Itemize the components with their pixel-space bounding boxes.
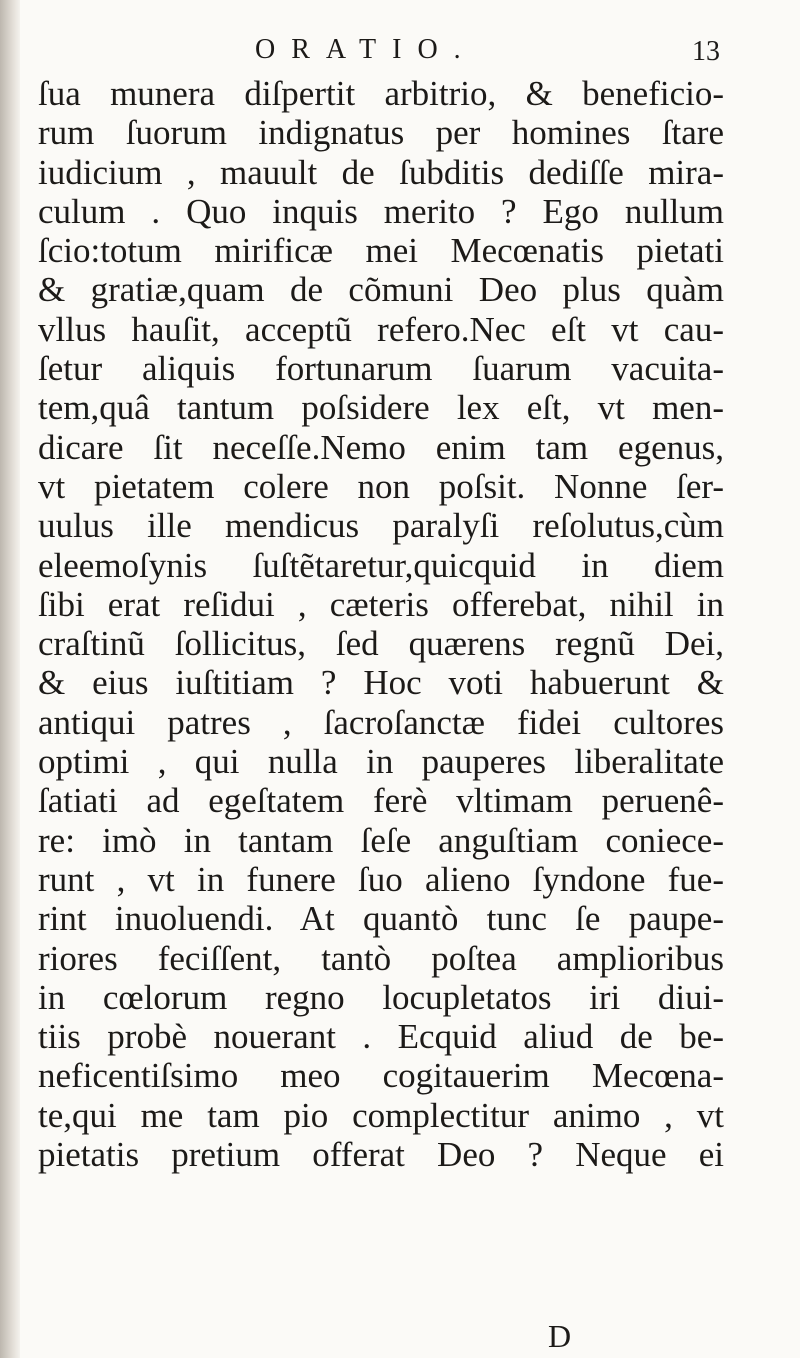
- text-line: ſcio:totum mirificæ mei Mecœnatis pietati: [38, 231, 724, 271]
- text-line: runt , vt in funere ſuo alieno ſyndone fue-: [38, 859, 724, 899]
- text-line: ſatiati ad egeſtatem ferè vltimam peruenê-: [38, 781, 724, 821]
- text-line: & gratiæ,quam de cõmuni Deo plus quàm: [38, 270, 724, 310]
- text-line: rint inuoluendi. At quantò tunc ſe paupe-: [38, 899, 724, 939]
- text-line: re: imò in tantam ſeſe anguſtiam coniece-: [38, 820, 724, 860]
- body-text: [12, 74, 792, 1174]
- text-line: craſtinũ ſollicitus, ſed quærens regnũ Dei,: [38, 624, 724, 664]
- text-line: & eius iuſtitiam ? Hoc voti habuerunt &: [38, 663, 724, 703]
- text-line: antiqui patres , ſacroſanctæ fidei cultores: [38, 702, 724, 742]
- text-line: ſua munera diſpertit arbitrio, & beneficio-: [38, 74, 724, 113]
- text-line: eleemoſynis ſuſtẽtaretur,quicquid in diem: [38, 545, 724, 585]
- text-line: dicare ſit neceſſe.Nemo enim tam egenus,: [38, 427, 724, 467]
- text-line: in cœlorum regno locupletatos iri diui-: [38, 977, 724, 1017]
- text-line: riores feciſſent, tantò poſtea amplioribus: [38, 938, 724, 978]
- text-line: optimi , qui nulla in pauperes liberalitate: [38, 742, 724, 782]
- text-line: ſibi erat reſidui , cæteris offerebat, nihil in: [38, 584, 724, 624]
- running-title: ORATIO.: [255, 34, 477, 65]
- text-line: ſetur aliquis fortunarum ſuarum vacuita-: [38, 349, 724, 389]
- text-line: vt pietatem colere non poſsit. Nonne ſer-: [38, 466, 724, 506]
- text-line: vllus hauſit, acceptũ refero.Nec eſt vt cau-: [38, 309, 724, 349]
- text-line: neficentiſsimo meo cogitauerim Mecœna-: [38, 1056, 724, 1096]
- text-line: uulus ille mendicus paralyſi reſolutus,cùm: [38, 506, 724, 546]
- text-line: tem,quâ tantum poſsidere lex eſt, vt men-: [38, 388, 724, 428]
- page-header: [0, 34, 800, 74]
- text-line: te,qui me tam pio complectitur animo , vt: [38, 1095, 724, 1135]
- text-line: tiis probè nouerant . Ecquid aliud de be-: [38, 1017, 724, 1057]
- text-line: rum ſuorum indignatus per homines ſtare: [38, 113, 724, 153]
- catchword: D: [548, 1318, 572, 1354]
- text-line: culum . Quo inquis merito ? Ego nullum: [38, 191, 724, 231]
- text-line: iudicium , mauult de ſubditis dediſſe mira-: [38, 152, 724, 192]
- text-line: pietatis pretium offerat Deo ? Neque ei: [38, 1135, 724, 1175]
- page-number: 13: [692, 36, 720, 67]
